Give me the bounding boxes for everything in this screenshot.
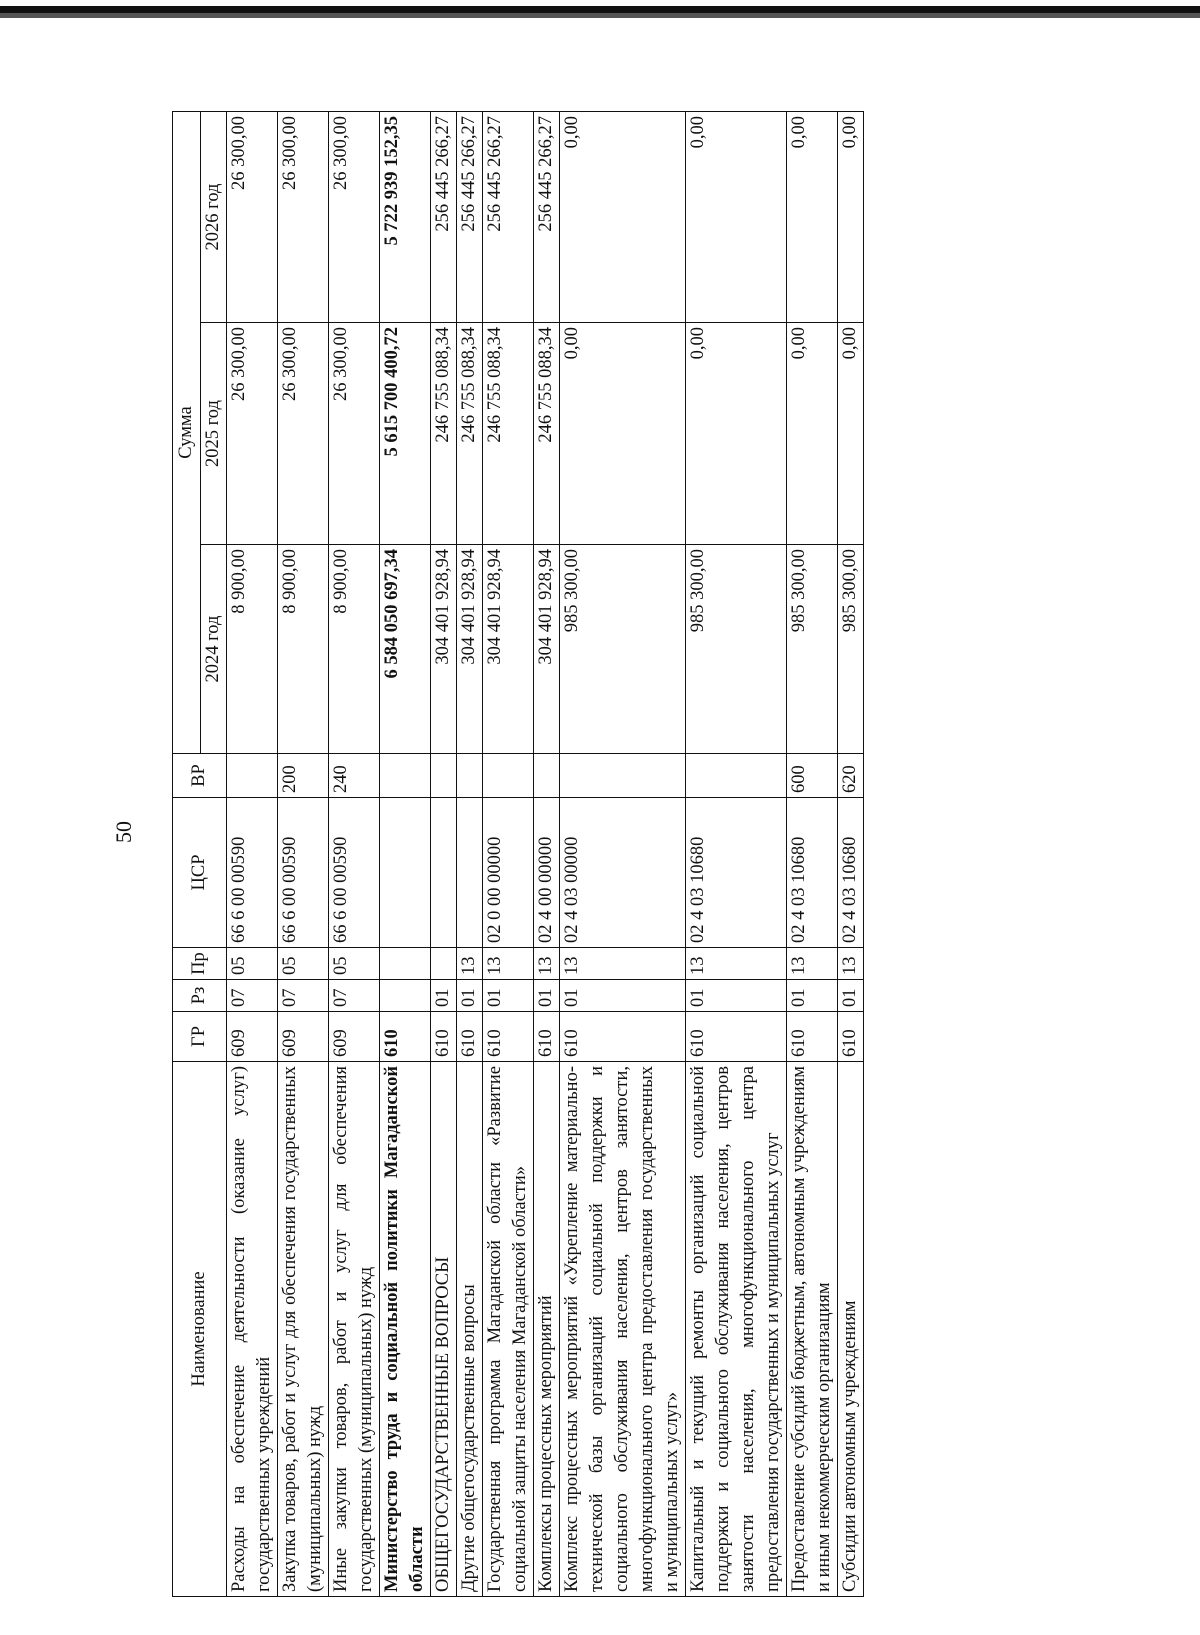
cell-pr: 13: [686, 948, 787, 980]
header-2025: 2025 год: [201, 323, 227, 545]
page-number: 50: [111, 821, 136, 843]
cell-2025: 0,00: [686, 323, 787, 545]
cell-2024: 6 584 050 697,34: [380, 545, 431, 754]
cell-csr: [380, 798, 431, 948]
cell-2026: 0,00: [686, 111, 787, 322]
cell-2026: 0,00: [838, 111, 864, 322]
cell-rz: 01: [560, 980, 686, 1012]
cell-2024: 8 900,00: [329, 545, 380, 754]
table-row: [787, 111, 838, 1596]
cell-2025: 0,00: [560, 323, 686, 545]
cell-gr: 610: [560, 1012, 686, 1062]
table-row: [686, 111, 787, 1596]
cell-csr: 02 0 00 00000: [483, 798, 534, 948]
cell-csr: 02 4 03 10680: [838, 798, 864, 948]
cell-gr: 610: [431, 1012, 457, 1062]
cell-2024: 304 401 928,94: [431, 545, 457, 754]
cell-name: ОБЩЕГОСУДАРСТВЕННЫЕ ВОПРОСЫ: [431, 1062, 457, 1597]
cell-gr: 610: [483, 1012, 534, 1062]
table-row: [278, 111, 329, 1596]
cell-rz: 01: [483, 980, 534, 1012]
cell-pr: 05: [227, 948, 278, 980]
table-row: [560, 111, 686, 1596]
cell-pr: 05: [329, 948, 380, 980]
cell-csr: 66 6 00 00590: [329, 798, 380, 948]
cell-2026: 256 445 266,27: [457, 111, 483, 322]
cell-pr: 05: [278, 948, 329, 980]
cell-gr: 610: [787, 1012, 838, 1062]
table-row: [227, 111, 278, 1596]
cell-2024: 985 300,00: [560, 545, 686, 754]
header-2026: 2026 год: [201, 111, 227, 322]
cell-name: Министерство труда и социальной политики Магаданской области: [380, 1062, 431, 1597]
cell-vr: [380, 754, 431, 798]
header-sum: Сумма: [173, 111, 201, 753]
cell-rz: 07: [227, 980, 278, 1012]
cell-name: Комплексы процессных мероприятий: [534, 1062, 560, 1597]
cell-pr: 13: [483, 948, 534, 980]
cell-vr: [227, 754, 278, 798]
header-pr: Пр: [173, 948, 227, 980]
cell-2025: 26 300,00: [227, 323, 278, 545]
cell-2025: 246 755 088,34: [457, 323, 483, 545]
cell-vr: [560, 754, 686, 798]
header-name: Наименование: [173, 1062, 227, 1597]
cell-csr: 02 4 03 10680: [686, 798, 787, 948]
cell-vr: 620: [838, 754, 864, 798]
cell-vr: [534, 754, 560, 798]
cell-rz: 01: [534, 980, 560, 1012]
cell-vr: [431, 754, 457, 798]
header-row-1: [173, 111, 201, 1596]
cell-2026: 256 445 266,27: [431, 111, 457, 322]
cell-2024: 304 401 928,94: [457, 545, 483, 754]
cell-vr: 200: [278, 754, 329, 798]
cell-pr: 13: [534, 948, 560, 980]
cell-name: Другие общегосударственные вопросы: [457, 1062, 483, 1597]
cell-2026: 5 722 939 152,35: [380, 111, 431, 322]
cell-2025: 246 755 088,34: [431, 323, 457, 545]
table-row: [534, 111, 560, 1596]
cell-gr: 610: [534, 1012, 560, 1062]
cell-2025: 0,00: [787, 323, 838, 545]
header-gr: ГР: [173, 1012, 227, 1062]
cell-2024: 8 900,00: [227, 545, 278, 754]
cell-name: Расходы на обеспечение деятельности (оказание услуг) государственных учреждений: [227, 1062, 278, 1597]
cell-2024: 985 300,00: [787, 545, 838, 754]
cell-2025: 5 615 700 400,72: [380, 323, 431, 545]
cell-gr: 609: [329, 1012, 380, 1062]
cell-csr: 66 6 00 00590: [227, 798, 278, 948]
table-row: [483, 111, 534, 1596]
cell-rz: [380, 980, 431, 1012]
cell-2024: 8 900,00: [278, 545, 329, 754]
cell-vr: 240: [329, 754, 380, 798]
table-row: [380, 111, 431, 1596]
header-vr: ВР: [173, 754, 227, 798]
cell-pr: [380, 948, 431, 980]
cell-pr: 13: [787, 948, 838, 980]
cell-2024: 985 300,00: [838, 545, 864, 754]
cell-gr: 610: [380, 1012, 431, 1062]
cell-csr: 66 6 00 00590: [278, 798, 329, 948]
cell-csr: [457, 798, 483, 948]
cell-2026: 256 445 266,27: [534, 111, 560, 322]
cell-name: Капитальный и текущий ремонты организаций социальной поддержки и социального обслуживания населения, центров занятости населения, многофункционального центра предоставления государственных и муниципальных услуг: [686, 1062, 787, 1597]
cell-vr: [686, 754, 787, 798]
cell-name: Закупка товаров, работ и услуг для обеспечения государственных (муниципальных) нужд: [278, 1062, 329, 1597]
cell-rz: 01: [838, 980, 864, 1012]
cell-vr: [457, 754, 483, 798]
table-body: [227, 111, 864, 1596]
table-row: [838, 111, 864, 1596]
table-row: [457, 111, 483, 1596]
cell-2024: 985 300,00: [686, 545, 787, 754]
cell-name: Иные закупки товаров, работ и услуг для обеспечения государственных (муниципальных) нужд: [329, 1062, 380, 1597]
cell-2026: 26 300,00: [227, 111, 278, 322]
cell-2026: 0,00: [787, 111, 838, 322]
cell-name: Субсидии автономным учреждениям: [838, 1062, 864, 1597]
cell-2025: 26 300,00: [278, 323, 329, 545]
cell-name: Предоставление субсидий бюджетным, автономным учреждениям и иным некоммерческим организациям: [787, 1062, 838, 1597]
cell-gr: 610: [686, 1012, 787, 1062]
cell-rz: 01: [457, 980, 483, 1012]
cell-rz: 01: [787, 980, 838, 1012]
budget-table: [172, 111, 864, 1597]
cell-csr: 02 4 03 00000: [560, 798, 686, 948]
table-row: [431, 111, 457, 1596]
cell-vr: 600: [787, 754, 838, 798]
cell-pr: 13: [560, 948, 686, 980]
cell-pr: [431, 948, 457, 980]
cell-2025: 0,00: [838, 323, 864, 545]
top-rule: [0, 6, 1200, 18]
cell-rz: 07: [278, 980, 329, 1012]
header-csr: ЦСР: [173, 798, 227, 948]
cell-2026: 26 300,00: [278, 111, 329, 322]
cell-pr: 13: [838, 948, 864, 980]
cell-pr: 13: [457, 948, 483, 980]
cell-rz: 01: [686, 980, 787, 1012]
cell-2025: 246 755 088,34: [534, 323, 560, 545]
cell-2024: 304 401 928,94: [483, 545, 534, 754]
cell-rz: 01: [431, 980, 457, 1012]
cell-gr: 609: [278, 1012, 329, 1062]
cell-2025: 246 755 088,34: [483, 323, 534, 545]
header-2024: 2024 год: [201, 545, 227, 754]
cell-2026: 26 300,00: [329, 111, 380, 322]
cell-2026: 256 445 266,27: [483, 111, 534, 322]
cell-gr: 610: [457, 1012, 483, 1062]
cell-vr: [483, 754, 534, 798]
rotated-table-page: [172, 112, 1000, 1597]
cell-csr: [431, 798, 457, 948]
cell-gr: 609: [227, 1012, 278, 1062]
cell-2025: 26 300,00: [329, 323, 380, 545]
header-rz: Рз: [173, 980, 227, 1012]
cell-2026: 0,00: [560, 111, 686, 322]
cell-gr: 610: [838, 1012, 864, 1062]
cell-2024: 304 401 928,94: [534, 545, 560, 754]
cell-csr: 02 4 03 10680: [787, 798, 838, 948]
cell-name: Государственная программа Магаданской области «Развитие социальной защиты населения Магаданской области»: [483, 1062, 534, 1597]
cell-csr: 02 4 00 00000: [534, 798, 560, 948]
cell-rz: 07: [329, 980, 380, 1012]
cell-name: Комплекс процессных мероприятий «Укрепление материально-технической базы организаций социальной поддержки и социального обслуживания населения, центров занятости, многофункционального центра предоставления государственных и муниципальных услуг»: [560, 1062, 686, 1597]
table-row: [329, 111, 380, 1596]
